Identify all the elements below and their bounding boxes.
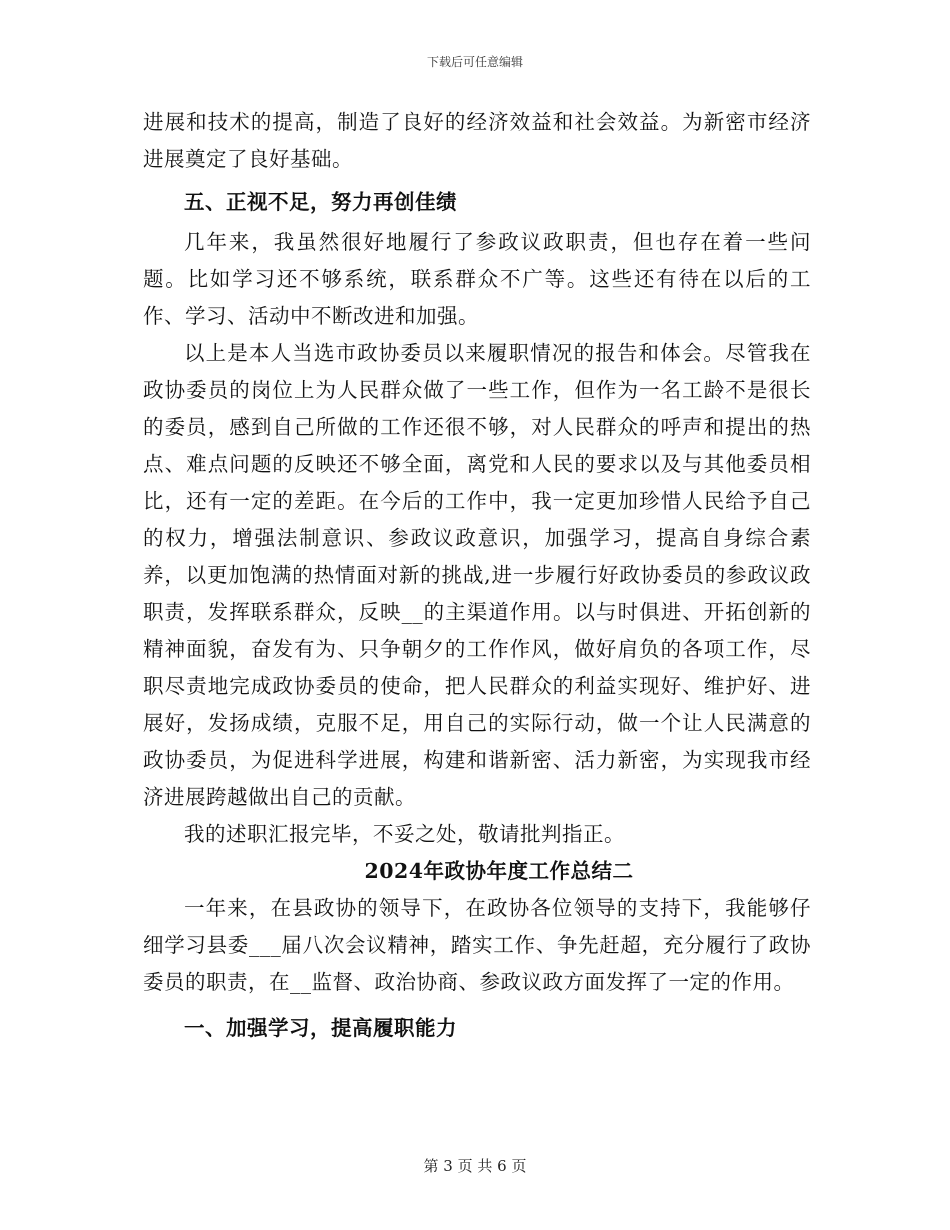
paragraph-continuation: 进展和技术的提高，制造了良好的经济效益和社会效益。为新密市经济进展奠定了良好基础。 <box>143 110 811 171</box>
page-header: 下载后可任意编辑 <box>426 55 523 69</box>
section-heading-5: 五、正视不足，努力再创佳绩 <box>184 190 457 214</box>
section-heading-1: 一、加强学习，提高履职能力 <box>184 1016 457 1040</box>
document-title-2: 2024年政协年度工作总结二 <box>364 859 634 883</box>
paragraph-intro-2: 一年来，在县政协的领导下，在政协各位领导的支持下，我能够仔细学习县委___届八次会议精神，踏实工作、争先赶超，充分履行了政协委员的职责，在__监督、政治协商、参政议政方面发挥了一定的作用。 <box>143 896 811 994</box>
page-number: 第 3 页 共 6 页 <box>423 1157 527 1175</box>
document-body <box>143 104 811 1050</box>
paragraph-shortcomings: 几年来，我虽然很好地履行了参政议政职责，但也存在着一些问题。比如学习还不够系统，联系群众不广等。这些还有待在以后的工作、学习、活动中不断改进和加强。 <box>143 230 811 328</box>
paragraph-closing: 我的述职汇报完毕，不妥之处，敬请批判指正。 <box>184 822 625 846</box>
paragraph-report-summary: 以上是本人当选市政协委员以来履职情况的报告和体会。尽管我在政协委员的岗位上为人民群众做了一些工作，但作为一名工龄不是很长的委员，感到自己所做的工作还很不够，对人民群众的呼声和提出的热点、难点问题的反映还不够全面，离党和人民的要求以及与其他委员相比，还有一定的差距。在今后的工作中，我一定更加珍惜人民给予自己的权力，增强法制意识、参政议政意识，加强学习，提高自身综合素养，以更加饱满的热情面对新的挑战,进一步履行好政协委员的参政议政职责，发挥联系群众，反映__的主渠道作用。以与时俱进、开拓创新的精神面貌，奋发有为、只争朝夕的工作作风，做好肩负的各项工作，尽职尽责地完成政协委员的使命，把人民群众的利益实现好、维护好、进展好，发扬成绩，克服不足，用自己的实际行动，做一个让人民满意的政协委员，为促进科学进展，构建和谐新密、活力新密，为实现我市经济进展跨越做出自己的贡献。 <box>143 341 811 809</box>
